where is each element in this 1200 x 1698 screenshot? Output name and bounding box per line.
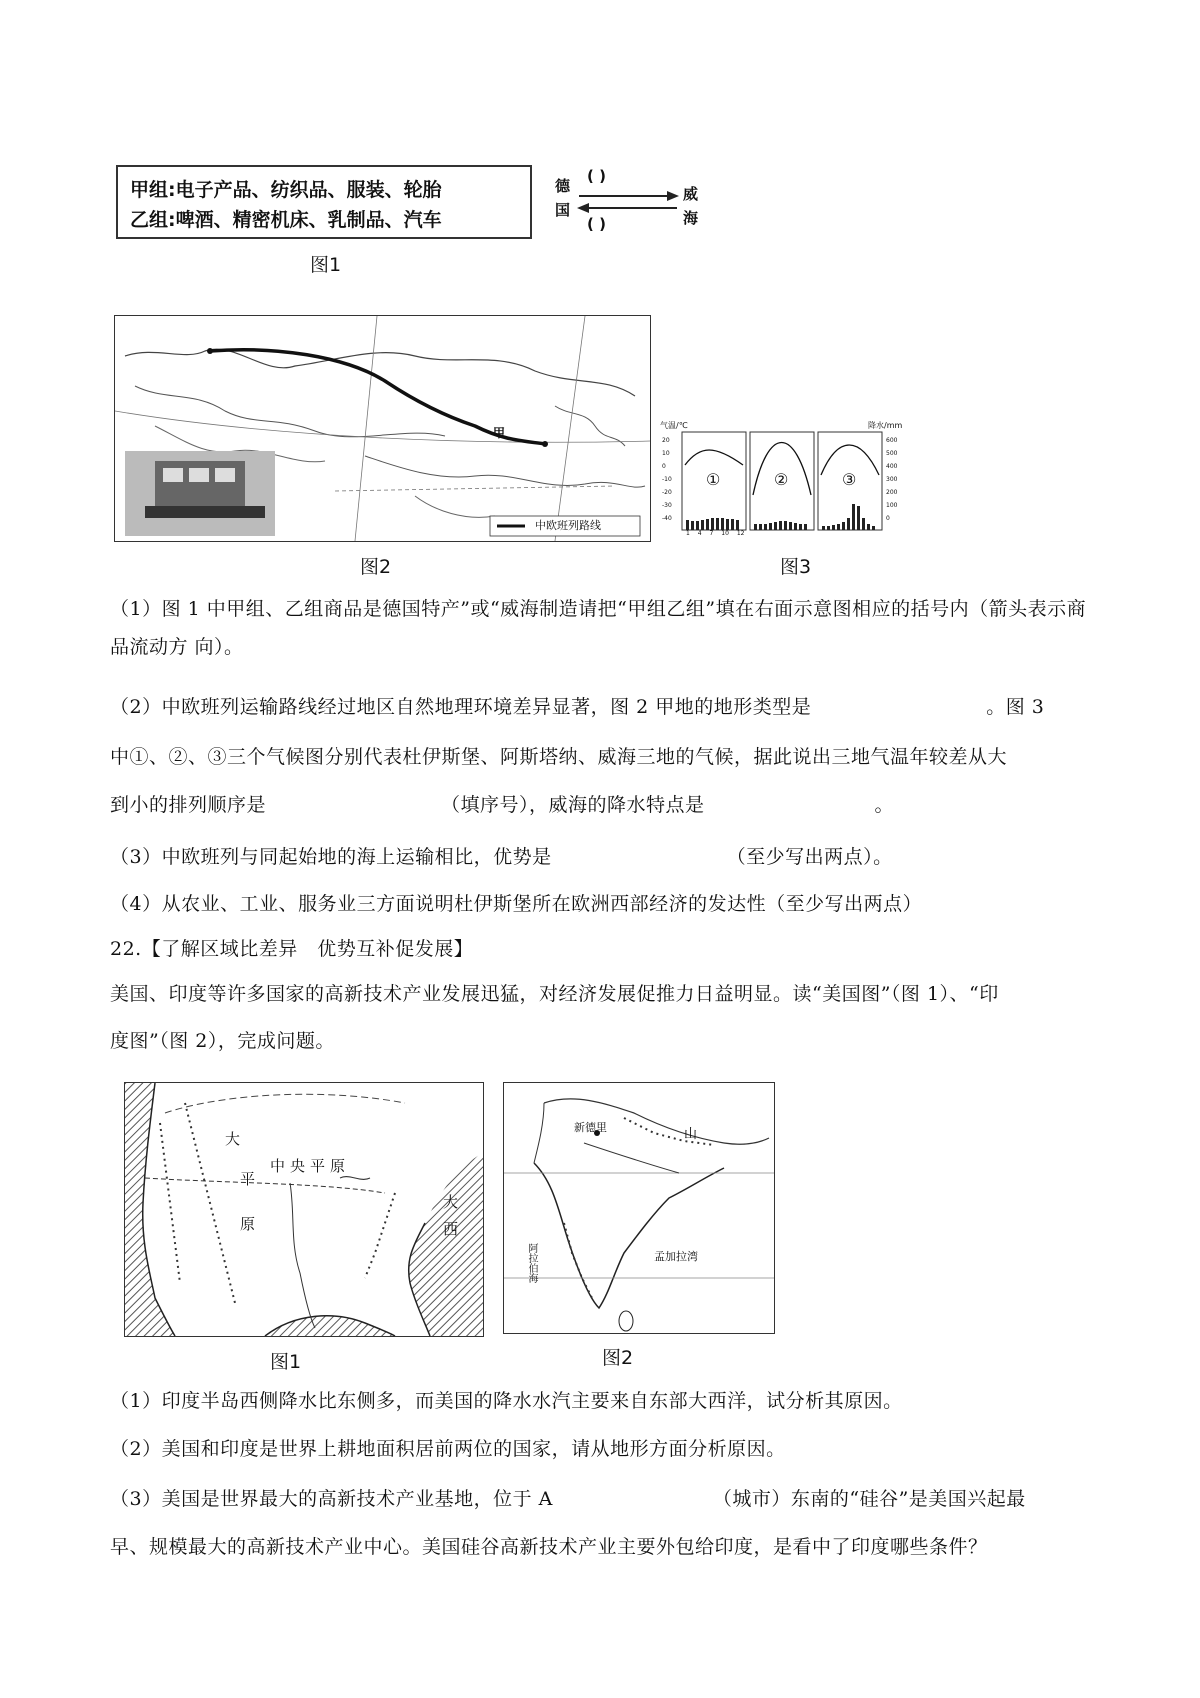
panel-3-label: ③ [842, 470, 857, 489]
usa-label-da: 大 [225, 1130, 241, 1148]
panel-1-label: ① [706, 470, 721, 489]
usa-label-yuan: 原 [240, 1215, 256, 1233]
trade-arrows [555, 165, 705, 237]
railway-map-graphic [115, 316, 650, 541]
india-map-graphic [504, 1083, 774, 1333]
q21-part3: （3）中欧班列与同起始地的海上运输相比，优势是 （至少写出两点）。 [110, 846, 893, 868]
goods-box [116, 165, 532, 239]
usa-label-central-plain: 中央平原 [270, 1157, 351, 1175]
germany-label-1: 德 [555, 177, 571, 195]
usa-label-ocean-2: 西 [443, 1220, 459, 1238]
arrow-left-icon [577, 203, 589, 213]
india-map [503, 1082, 775, 1334]
precip-tick-labels: 600 500 400 300 200 100 0 [886, 437, 898, 522]
q22-part3-line1: （3）美国是世界最大的高新技术产业基地，位于 A （城市）东南的“硅谷”是美国兴起最 [110, 1488, 1026, 1510]
railway-map [114, 315, 651, 542]
group-b-text: 乙组:啤酒、精密机床、乳制品、汽车 [130, 209, 442, 231]
fig1-label: 图1 [310, 254, 342, 276]
fig2-label: 图2 [360, 556, 392, 578]
temp-tick-labels: 20 10 0 -10 -20 -30 -40 [662, 437, 672, 522]
india-fig-label: 图2 [602, 1347, 634, 1369]
q21-part4: （4）从农业、工业、服务业三方面说明杜伊斯堡所在欧洲西部经济的发达性（至少写出两点） [110, 893, 923, 915]
usa-map [124, 1082, 484, 1337]
india-label-arabian-sea: 阿拉伯海 [526, 1243, 537, 1283]
usa-label-ping: 平 [240, 1170, 256, 1188]
climate-charts [660, 420, 912, 538]
q22-part3-line2: 早、规模最大的高新技术产业中心。美国硅谷高新技术产业主要外包给印度，是看中了印度哪些条件？ [110, 1536, 988, 1558]
india-label-mountain: 山 [684, 1127, 698, 1142]
q22-title: 22.【了解区域比差异 优势互补促发展】 [110, 938, 474, 960]
temp-unit-label: 气温/℃ [660, 421, 688, 430]
bracket-bottom: ( ) [587, 215, 606, 233]
q22-intro-line2: 度图”（图 2），完成问题。 [110, 1030, 335, 1052]
weihai-label-2: 海 [683, 209, 699, 227]
usa-fig-label: 图1 [270, 1351, 302, 1373]
q21-part1: （1）图 1 中甲组、乙组商品是德国特产”或“威海制造请把“甲组乙组”填在右面示意图相应的括号内（箭头表示商品流动方 向）。 [110, 598, 1087, 658]
germany-label-2: 国 [555, 201, 571, 219]
railway-legend-label: 中欧班列路线 [535, 519, 601, 532]
precip-unit-label: 降水/mm [868, 421, 903, 430]
weihai-label-1: 威 [683, 185, 699, 203]
place-jia-label: 甲 [493, 426, 506, 440]
fig3-label: 图3 [780, 556, 812, 578]
month-ticks: 1 4 7 10 12 [686, 530, 745, 537]
panel-2-label: ② [774, 470, 789, 489]
q22-part1: （1）印度半岛西侧降水比东侧多，而美国的降水水汽主要来自东部大西洋，试分析其原因。 [110, 1390, 903, 1412]
india-label-bay-of-bengal: 孟加拉湾 [654, 1250, 698, 1263]
q21-part2-line3: 到小的排列顺序是 （填序号），威海的降水特点是 。 [110, 794, 895, 816]
usa-map-graphic [125, 1083, 483, 1336]
q22-part2: （2）美国和印度是世界上耕地面积居前两位的国家，请从地形方面分析原因。 [110, 1438, 786, 1460]
usa-label-ocean-1: 大 [443, 1193, 459, 1211]
group-a-text: 甲组:电子产品、纺织品、服装、轮胎 [130, 179, 442, 201]
arrow-right-icon [667, 191, 679, 201]
q21-part2-line1: （2）中欧班列运输路线经过地区自然地理环境差异显著，图 2 甲地的地形类型是 。图 3 [110, 696, 1045, 718]
india-label-new-delhi: 新德里 [574, 1121, 607, 1134]
q22-intro-line1: 美国、印度等许多国家的高新技术产业发展迅猛，对经济发展促推力日益明显。读“美国图”（图 1）、“印 [110, 983, 999, 1005]
q21-part2-line2: 中①、②、③三个气候图分别代表杜伊斯堡、阿斯塔纳、威海三地的气候，据此说出三地气温年较差从大 [110, 746, 1008, 768]
bracket-top: ( ) [587, 167, 606, 185]
trade-diagram [555, 165, 705, 237]
